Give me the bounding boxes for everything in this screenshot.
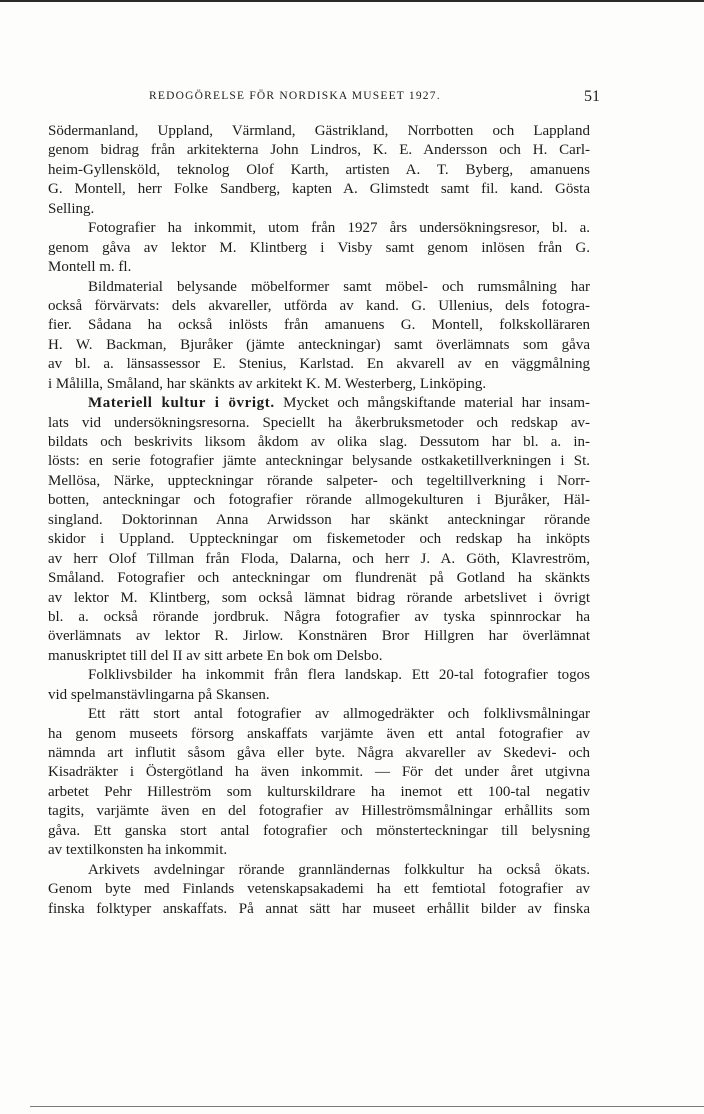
text-line: Mellösa, Närke, uppteckningar rörande salpeter- och tegeltillverkning i Norr- bbox=[48, 472, 590, 489]
text-line: heim-Gyllensköld, teknolog Olof Karth, artisten A. T. Byberg, amanuens bbox=[48, 161, 590, 178]
paragraph-start: Bildmaterial belysande möbelformer samt möbel- och rumsmålning har bbox=[88, 278, 590, 295]
text-line: Södermanland, Uppland, Värmland, Gästrikland, Norrbotten och Lappland bbox=[48, 123, 590, 139]
page-number: 51 bbox=[584, 88, 600, 105]
text-line: genom bidrag från arkitekterna John Lindros, K. E. Andersson och H. Carl- bbox=[48, 142, 590, 159]
text-line: Småland. Fotografier och anteckningar om flundrenät på Gotland ha skänkts bbox=[48, 570, 590, 587]
text-line: bl. a. också rörande jordbruk. Några fotografier av tyska spinnrockar ha bbox=[48, 608, 590, 625]
paragraph-start: Ett rätt stort antal fotografier av allmogedräkter och folklivsmålningar bbox=[88, 706, 590, 723]
text-line: i Målilla, Småland, har skänkts av arkitekt K. M. Westerberg, Linköping. bbox=[48, 375, 487, 392]
text-line: Selling. bbox=[48, 200, 95, 217]
text-line: bildats och beskrivits liksom åkdom av olika slag. Dessutom har bl. a. in- bbox=[48, 434, 590, 450]
page-top-edge bbox=[0, 0, 704, 2]
text-line: botten, anteckningar och fotografier rörande allmogekulturen i Bjuråker, Häl- bbox=[48, 492, 590, 509]
text-line: H. W. Backman, Bjuråker (jämte anteckningar) samt överlämnats som gåva bbox=[48, 336, 590, 353]
body-text bbox=[48, 122, 590, 919]
text-line: fier. Sådana ha också inlösts från amanuens G. Montell, folkskolläraren bbox=[48, 317, 590, 334]
text-line: Kisadräkter i Östergötland ha även inkommit. — För det under året utgivna bbox=[48, 764, 590, 781]
text-line: vid spelmanstävlingarna på Skansen. bbox=[48, 686, 270, 703]
text-line: G. Montell, herr Folke Sandberg, kapten A. Glimstedt samt fil. kand. Gösta bbox=[48, 181, 590, 198]
text-line: av textilkonsten ha inkommit. bbox=[48, 842, 228, 859]
text-line: ha genom museets försorg anskaffats varjämte även ett antal fotografier av bbox=[48, 725, 590, 742]
text-line: arbetet Pehr Hilleström som kulturskildrare ha inemot ett 100-tal negativ bbox=[48, 783, 590, 800]
text-line: lösts: en serie fotografier jämte anteckningar belysande ostkaketillverkningen i St. bbox=[48, 453, 590, 470]
text-line: manuskriptet till del II av sitt arbete En bok om Delsbo. bbox=[48, 647, 383, 664]
running-head bbox=[48, 88, 600, 110]
text-line: nämnda art influtit såsom gåva eller byte. Några akvareller av Skedevi- och bbox=[48, 745, 590, 761]
text-line: också förvärvats: dels akvareller, utförda av kand. G. Ullenius, dels fotogra- bbox=[48, 297, 590, 314]
paragraph-start: Arkivets avdelningar rörande grannländernas folkkultur ha också ökats. bbox=[88, 861, 590, 878]
text-line: överlämnats av lektor R. Jirlow. Konstnären Bror Hillgren har överlämnat bbox=[48, 628, 590, 645]
text-line: singland. Doktorinnan Anna Arwidsson har skänkt anteckningar rörande bbox=[48, 511, 590, 528]
section-heading-line bbox=[48, 394, 590, 413]
text-line: av bl. a. länsassessor E. Stenius, Karlstad. En akvarell av en väggmålning bbox=[48, 356, 590, 373]
text-line: genom gåva av lektor M. Klintberg i Visby samt genom inlösen från G. bbox=[48, 239, 590, 256]
text-line: gåva. Ett ganska stort antal fotografier och mönsterteckningar till belysning bbox=[48, 822, 590, 839]
text-line: av herr Olof Tillman från Floda, Dalarna, och herr J. A. Göth, Klavreström, bbox=[48, 550, 590, 567]
heading-continuation: Mycket och mångskiftande material har insam- bbox=[274, 395, 591, 412]
text-line: finska folktyper anskaffats. På annat sätt har museet erhållit bilder av finska bbox=[48, 900, 590, 917]
text-line: Montell m. fl. bbox=[48, 259, 132, 276]
paragraph-start: Fotografier ha inkommit, utom från 1927 års undersökningsresor, bl. a. bbox=[88, 220, 590, 237]
text-line: Genom byte med Finlands vetenskapsakademi ha ett femtiotal fotografier av bbox=[48, 881, 590, 898]
text-line: av lektor M. Klintberg, som också lämnat bidrag rörande arbetslivet i övrigt bbox=[48, 589, 590, 606]
paragraph-start: Folklivsbilder ha inkommit från flera landskap. Ett 20-tal fotografier togos bbox=[88, 667, 590, 684]
text-line: lats vid undersökningsresorna. Speciellt ha åkerbruksmetoder och redskap av- bbox=[48, 414, 590, 431]
text-line: tagits, varjämte även en del fotografier av Hilleströmsmålningar erhållits som bbox=[48, 803, 590, 820]
text-line: skidor i Uppland. Uppteckningar om fiskemetoder och redskap ha inköpts bbox=[48, 531, 590, 548]
running-title: REDOGÖRELSE FÖR NORDISKA MUSEET 1927. bbox=[149, 90, 441, 102]
section-heading: Materiell kultur i övrigt. bbox=[88, 395, 275, 412]
page-bottom-edge bbox=[30, 1106, 704, 1107]
